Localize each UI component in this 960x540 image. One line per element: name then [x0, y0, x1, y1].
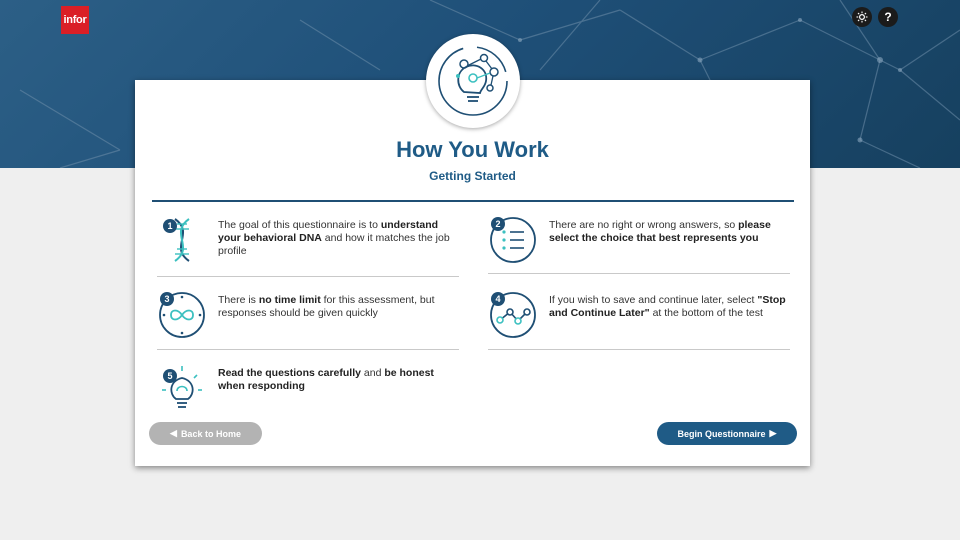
instruction-text [218, 367, 458, 393]
step-number-3: 3 [160, 292, 174, 306]
emphasis-text: understand your behavioral DNA [218, 219, 439, 244]
emphasis-text: please select the choice that best represents you [549, 219, 771, 244]
page-subtitle: Getting Started [429, 169, 516, 183]
instruction-text [549, 219, 789, 245]
theme-toggle-button[interactable] [852, 7, 872, 27]
item-divider [488, 349, 790, 350]
begin-questionnaire-button[interactable] [657, 422, 797, 445]
item-divider [157, 276, 459, 277]
triangle-right-icon: ▶ [769, 428, 777, 438]
instruction-text [218, 219, 458, 258]
body-text: for this assessment, but responses should be given quickly [218, 294, 435, 319]
page-title: How You Work [396, 137, 549, 162]
step-number-1: 1 [163, 219, 177, 233]
step-number-5: 5 [163, 369, 177, 383]
item-divider [488, 273, 790, 274]
step-number-4: 4 [491, 292, 505, 306]
triangle-left-icon: ◀ [170, 428, 177, 438]
lightbulb-network-icon [434, 42, 512, 120]
title-divider [152, 200, 794, 202]
body-text: If you wish to save and continue later, select [549, 294, 758, 306]
help-button[interactable]: ? [878, 7, 898, 27]
back-to-home-button[interactable] [149, 422, 262, 445]
instruction-text [218, 294, 458, 320]
body-text: and [360, 367, 385, 379]
back-to-home-label: Back to Home [180, 428, 241, 439]
body-text: and how it matches the job profile [218, 232, 450, 257]
body-text: There are no right or wrong answers, so [549, 219, 739, 231]
item-divider [157, 349, 459, 350]
body-text: The goal of this questionnaire is to [218, 219, 381, 231]
begin-questionnaire-label: Begin Questionnaire [677, 428, 766, 439]
emphasis-text: no time limit [258, 294, 321, 306]
sun-icon [856, 11, 868, 23]
emphasis-text: be honest when responding [218, 367, 434, 392]
emphasis-text: "Stop and Continue Later" [549, 294, 786, 319]
step-number-2: 2 [491, 217, 505, 231]
header-badge [426, 34, 520, 128]
instruction-text [549, 294, 789, 320]
body-text: at the bottom of the test [649, 307, 763, 319]
emphasis-text: Read the questions carefully [218, 367, 361, 379]
infor-logo[interactable]: infor [61, 6, 89, 34]
body-text: There is [218, 294, 259, 306]
